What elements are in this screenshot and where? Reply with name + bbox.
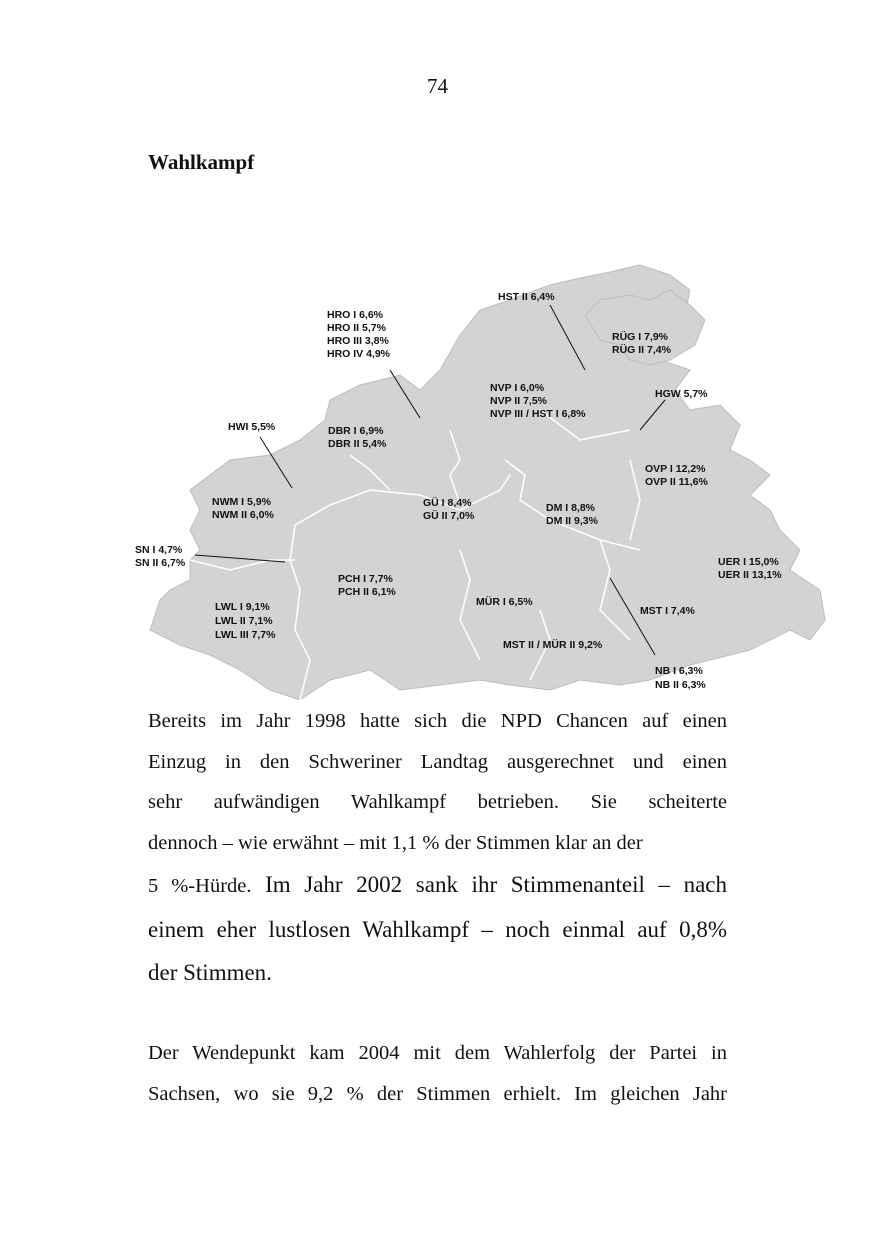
label-uer1: UER I 15,0% <box>718 556 779 568</box>
label-hst2: HST II 6,4% <box>498 291 555 303</box>
label-dbr1: DBR I 6,9% <box>328 425 384 437</box>
paragraph-2 <box>148 1033 727 1114</box>
label-mst2: MST II / MÜR II 9,2% <box>503 639 603 651</box>
paragraph-line: Sachsen, wo sie 9,2 % der Stimmen erhielt. Im gleichen Jahr <box>148 1082 727 1105</box>
label-lwl1: LWL I 9,1% <box>215 601 270 613</box>
label-gu2: GÜ II 7,0% <box>423 510 475 522</box>
label-sn1: SN I 4,7% <box>135 544 183 556</box>
label-nb1: NB I 6,3% <box>655 665 703 677</box>
label-ovp2: OVP II 11,6% <box>645 476 708 488</box>
label-nvp2: NVP II 7,5% <box>490 395 548 407</box>
paragraph-line: einem eher lustlosen Wahlkampf – noch einmal auf 0,8% <box>148 917 727 942</box>
label-mur1: MÜR I 6,5% <box>476 596 533 608</box>
paragraph-line: Einzug in den Schweriner Landtag ausgerechnet und einen <box>148 750 727 773</box>
paragraph-1 <box>148 701 727 994</box>
label-pch2: PCH II 6,1% <box>338 586 396 598</box>
label-gu1: GÜ I 8,4% <box>423 497 472 509</box>
paragraph-line <box>148 863 727 908</box>
label-sn2: SN II 6,7% <box>135 557 186 569</box>
paragraph-line: dennoch – wie erwähnt – mit 1,1 % der Stimmen klar an der <box>148 831 643 854</box>
text-fragment: 5 %-Hürde. <box>148 875 252 897</box>
label-hro1: HRO I 6,6% <box>327 309 384 321</box>
label-nwm1: NWM I 5,9% <box>212 496 271 508</box>
page-number: 74 <box>427 74 448 98</box>
label-dbr2: DBR II 5,4% <box>328 438 387 450</box>
label-lwl2: LWL II 7,1% <box>215 615 273 627</box>
section-heading: Wahlkampf <box>148 150 255 174</box>
label-hro2: HRO II 5,7% <box>327 322 386 334</box>
label-hro4: HRO IV 4,9% <box>327 348 391 360</box>
label-dm2: DM II 9,3% <box>546 515 598 527</box>
label-pch1: PCH I 7,7% <box>338 573 393 585</box>
label-lwl3: LWL III 7,7% <box>215 629 276 641</box>
constituency-map <box>130 260 830 700</box>
label-uer2: UER II 13,1% <box>718 569 782 581</box>
label-hgw: HGW 5,7% <box>655 388 708 400</box>
label-nvp3: NVP III / HST I 6,8% <box>490 408 586 420</box>
text-fragment: Im Jahr 2002 sank ihr Stimmenanteil – nach <box>251 872 727 897</box>
paragraph-line: sehr aufwändigen Wahlkampf betrieben. Sie scheiterte <box>148 791 727 813</box>
label-hwi: HWI 5,5% <box>228 421 276 433</box>
label-dm1: DM I 8,8% <box>546 502 596 514</box>
paragraph-line: Bereits im Jahr 1998 hatte sich die NPD Chancen auf einen <box>148 710 727 732</box>
label-rug1: RÜG I 7,9% <box>612 331 669 343</box>
label-rug2: RÜG II 7,4% <box>612 344 671 356</box>
paragraph-line: Der Wendepunkt kam 2004 mit dem Wahlerfolg der Partei in <box>148 1042 727 1064</box>
label-nvp1: NVP I 6,0% <box>490 382 545 394</box>
label-ovp1: OVP I 12,2% <box>645 463 706 475</box>
paragraph-line: der Stimmen. <box>148 960 272 985</box>
label-nwm2: NWM II 6,0% <box>212 509 274 521</box>
label-mst1: MST I 7,4% <box>640 605 695 617</box>
label-hro3: HRO III 3,8% <box>327 335 389 347</box>
label-nb2: NB II 6,3% <box>655 679 706 691</box>
